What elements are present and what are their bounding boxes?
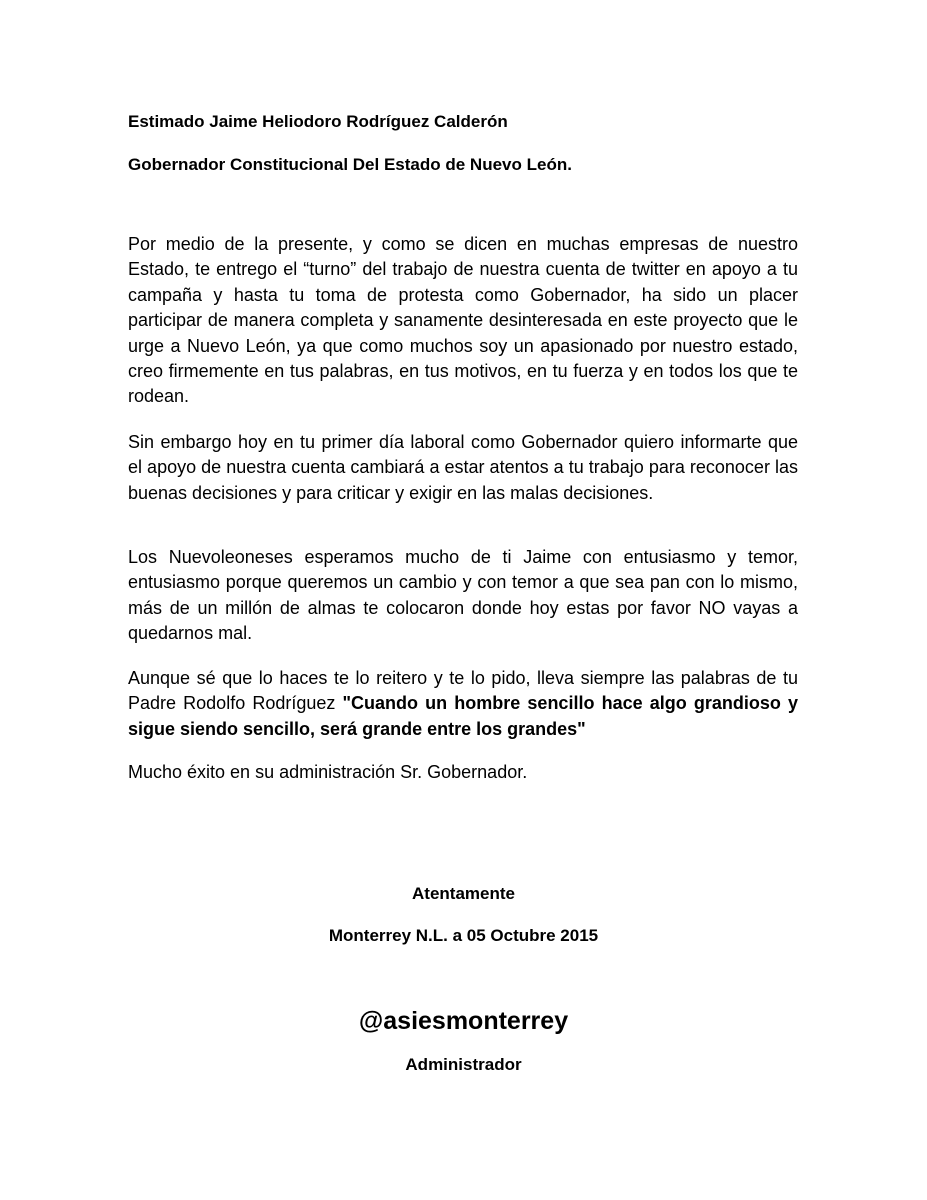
twitter-handle: @asiesmonterrey bbox=[358, 1007, 569, 1035]
closing: Atentamente bbox=[412, 884, 515, 903]
paragraph-5: Mucho éxito en su administración Sr. Gobernador. bbox=[128, 762, 528, 782]
signer-role: Administrador bbox=[405, 1055, 522, 1074]
paragraph-4 bbox=[128, 666, 798, 742]
paragraph-1: Por medio de la presente, y como se dicen en muchas empresas de nuestro Estado, te entrego el “turno” del trabajo de nuestra cuenta de twitter en apoyo a tu campaña y hasta tu toma de protesta como Gobernador, ha sido un placer participar de manera completa y sanamente desinteresada en este proyecto que le urge a Nuevo León, ya que como muchos soy un apasionado por nuestro estado, creo firmemente en tus palabras, en tus motivos, en tu fuerza y en todos los que te rodean. bbox=[128, 234, 798, 407]
paragraph-4-intro: Aunque sé que lo haces te lo reitero y te lo pido, lleva siempre las palabras de tu Padre Rodolfo Rodríguez bbox=[128, 668, 798, 714]
place-date: Monterrey N.L. a 05 Octubre 2015 bbox=[328, 926, 599, 945]
paragraph-3: Los Nuevoleoneses esperamos mucho de ti Jaime con entusiasmo y temor, entusiasmo porque queremos un cambio y con temor a que sea pan con lo mismo, más de un millón de almas te colocaron donde hoy estas por favor NO vayas a quedarnos mal. bbox=[128, 547, 798, 644]
paragraph-2: Sin embargo hoy en tu primer día laboral como Gobernador quiero informarte que el apoyo de nuestra cuenta cambiará a estar atentos a tu trabajo para reconocer las buenas decisiones y para criticar y exigir en las malas decisiones. bbox=[128, 432, 798, 503]
father-quote: "Cuando un hombre sencillo hace algo grandioso y sigue siendo sencillo, será grande entre los grandes" bbox=[128, 693, 798, 739]
recipient-title: Gobernador Constitucional Del Estado de Nuevo León. bbox=[128, 155, 572, 174]
recipient-name: Estimado Jaime Heliodoro Rodríguez Calderón bbox=[128, 112, 508, 131]
